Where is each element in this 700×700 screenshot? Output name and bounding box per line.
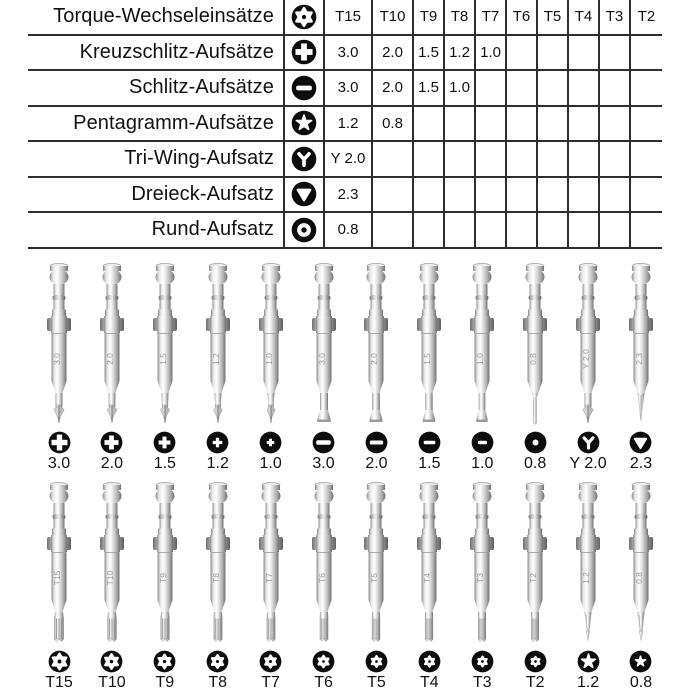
phillips-icon (285, 36, 325, 70)
empty-cell (538, 178, 569, 212)
empty-cell (600, 36, 631, 70)
bit-item (563, 481, 613, 692)
empty-cell (600, 178, 631, 212)
empty-cell (507, 178, 538, 212)
row-label: Rund-Aufsatz (28, 213, 285, 247)
empty-cell (507, 71, 538, 105)
screwdriver-bit-illustration (621, 262, 661, 426)
svg-text:T4: T4 (422, 572, 433, 583)
empty-cell (600, 142, 631, 176)
size-value-cell: T9 (414, 0, 445, 34)
empty-cell (445, 142, 476, 176)
empty-cell (414, 213, 445, 247)
size-value-cell: Y 2.0 (325, 142, 373, 176)
bit-item (87, 481, 137, 692)
bit-item (193, 481, 243, 692)
bit-item (510, 262, 560, 473)
row-label: Torque-Wechseleinsätze (28, 0, 285, 34)
pentagram-icon (285, 107, 325, 141)
row-label: Pentagramm-Aufsätze (28, 107, 285, 141)
bit-item (246, 481, 296, 692)
bit-strip-2 (0, 481, 700, 692)
bit-item (616, 481, 666, 692)
bit-size-label: T7 (261, 673, 280, 691)
screwdriver-bit-illustration (251, 481, 291, 645)
svg-text:T6: T6 (316, 572, 327, 583)
size-value-cell: 1.5 (414, 71, 445, 105)
empty-cell (414, 107, 445, 141)
screwdriver-bit-illustration (462, 481, 502, 645)
size-value-cell: 3.0 (325, 71, 373, 105)
svg-text:T7: T7 (263, 572, 274, 583)
screwdriver-bit-illustration (621, 481, 661, 645)
screwdriver-bit-illustration (145, 262, 185, 426)
size-value-cell: 2.0 (373, 71, 414, 105)
size-value-cell: 3.0 (325, 36, 373, 70)
empty-cell (538, 142, 569, 176)
size-value-cell: 1.0 (445, 71, 476, 105)
phillips-icon (153, 431, 176, 454)
screwdriver-bit-illustration (92, 262, 132, 426)
bit-size-label: Y 2.0 (569, 454, 607, 472)
empty-cell (373, 178, 414, 212)
empty-cell (445, 213, 476, 247)
torx-icon (418, 650, 441, 673)
torx-icon (206, 650, 229, 673)
svg-text:1.0: 1.0 (475, 352, 486, 365)
bit-item (510, 481, 560, 692)
slot-icon (312, 431, 335, 454)
empty-cell (569, 36, 600, 70)
bit-size-label: T4 (420, 673, 439, 691)
size-value-cell: T7 (476, 0, 507, 34)
size-value-cell: 0.8 (325, 213, 373, 247)
size-value-cell: 2.3 (325, 178, 373, 212)
svg-text:1.2: 1.2 (210, 352, 221, 365)
empty-cell (600, 71, 631, 105)
bit-size-label: 1.0 (471, 454, 494, 472)
empty-cell (600, 107, 631, 141)
torx-icon (365, 650, 388, 673)
screwdriver-bit-illustration (515, 262, 555, 426)
bit-size-label: 3.0 (47, 454, 71, 472)
screwdriver-bit-illustration (568, 481, 608, 645)
svg-text:T8: T8 (210, 572, 221, 583)
empty-cell (538, 213, 569, 247)
size-value-cell: 1.0 (476, 36, 507, 70)
row-label: Dreieck-Aufsatz (28, 178, 285, 212)
svg-text:T10: T10 (104, 570, 115, 585)
phillips-icon (100, 431, 123, 454)
empty-cell (538, 71, 569, 105)
round-icon (285, 213, 325, 247)
bit-size-label: 1.5 (153, 454, 176, 472)
empty-cell (414, 142, 445, 176)
bit-size-table (28, 0, 662, 249)
bit-item (299, 262, 349, 473)
svg-text:0.8: 0.8 (528, 352, 539, 365)
empty-cell (631, 178, 662, 212)
bit-item (351, 481, 401, 692)
empty-cell (538, 36, 569, 70)
empty-cell (414, 178, 445, 212)
size-value-cell: 1.5 (414, 36, 445, 70)
bit-item (246, 262, 296, 473)
bit-item (616, 262, 666, 473)
row-label: Kreuzschlitz-Aufsätze (28, 36, 285, 70)
bit-item (140, 481, 190, 692)
screwdriver-bit-illustration (92, 481, 132, 645)
empty-cell (373, 213, 414, 247)
empty-cell (507, 36, 538, 70)
bit-size-label: T15 (45, 673, 73, 691)
bit-size-label: 2.3 (629, 454, 653, 472)
pentagram-icon (577, 650, 600, 673)
empty-cell (476, 178, 507, 212)
size-value-cell: T3 (600, 0, 631, 34)
empty-cell (507, 142, 538, 176)
empty-cell (445, 178, 476, 212)
table-row (28, 71, 662, 107)
empty-cell (631, 71, 662, 105)
triangle-icon (629, 431, 652, 454)
bit-item (404, 481, 454, 692)
screwdriver-bit-illustration (304, 481, 344, 645)
screwdriver-bit-illustration (515, 481, 555, 645)
bit-size-label: T9 (155, 673, 175, 691)
size-value-cell: T5 (538, 0, 569, 34)
svg-text:T9: T9 (157, 572, 168, 583)
bit-item (563, 262, 613, 473)
svg-text:1.2: 1.2 (581, 571, 592, 584)
empty-cell (631, 107, 662, 141)
bit-size-label: T6 (314, 673, 333, 691)
torx-icon (153, 650, 176, 673)
bit-size-label: T2 (525, 673, 545, 691)
empty-cell (569, 142, 600, 176)
screwdriver-bit-illustration (462, 262, 502, 426)
screwdriver-bit-illustration (304, 262, 344, 426)
pentagram-icon (629, 650, 652, 673)
triangle-icon (285, 178, 325, 212)
table-row (28, 213, 662, 249)
triwing-icon (577, 431, 600, 454)
empty-cell (631, 36, 662, 70)
size-value-cell: 1.2 (445, 36, 476, 70)
bit-size-label: 1.2 (206, 454, 229, 472)
empty-cell (507, 107, 538, 141)
bit-item (193, 262, 243, 473)
svg-text:T15: T15 (52, 570, 62, 585)
slot-icon (285, 71, 325, 105)
dot-icon (524, 431, 547, 454)
bit-size-label: T3 (472, 673, 492, 691)
empty-cell (569, 178, 600, 212)
empty-cell (507, 213, 538, 247)
triwing-icon (285, 142, 325, 176)
svg-text:1.5: 1.5 (422, 352, 433, 365)
torx-icon (285, 0, 325, 34)
svg-text:0.8: 0.8 (633, 571, 644, 584)
bit-size-label: 2.0 (365, 454, 388, 472)
size-value-cell: T2 (637, 8, 656, 26)
size-value-cell: T15 (325, 0, 373, 34)
svg-text:2.3: 2.3 (633, 352, 644, 365)
bit-size-label: 1.5 (418, 454, 441, 472)
bit-size-label: T8 (208, 673, 228, 691)
bit-item (87, 262, 137, 473)
screwdriver-bit-illustration (568, 262, 608, 426)
size-value-cell: 1.2 (325, 107, 373, 141)
torx-icon (100, 650, 123, 673)
size-value-cell: T8 (445, 0, 476, 34)
phillips-icon (206, 431, 229, 454)
bit-item (299, 481, 349, 692)
svg-text:Y 2.0: Y 2.0 (581, 348, 592, 369)
bit-size-label: T5 (367, 673, 386, 691)
bit-strip-1 (0, 262, 700, 473)
bit-size-label: 0.8 (629, 673, 653, 691)
empty-cell (476, 142, 507, 176)
screwdriver-bit-illustration (198, 481, 238, 645)
bit-size-label: 2.0 (100, 454, 124, 472)
table-row (28, 178, 662, 214)
empty-cell (569, 213, 600, 247)
empty-cell (476, 107, 507, 141)
svg-text:T5: T5 (369, 572, 380, 583)
bit-size-label: 3.0 (312, 454, 335, 472)
bit-item (34, 262, 84, 473)
size-value-cell: T6 (507, 0, 538, 34)
screwdriver-bit-illustration (409, 262, 449, 426)
empty-cell (631, 142, 662, 176)
empty-cell (373, 142, 414, 176)
bit-size-label: 0.8 (524, 454, 547, 472)
screwdriver-bit-illustration (356, 481, 396, 645)
phillips-icon (259, 431, 282, 454)
table-row (28, 36, 662, 72)
size-value-cell: 2.0 (373, 36, 414, 70)
size-value-cell: T4 (569, 0, 600, 34)
svg-text:1.5: 1.5 (157, 352, 168, 365)
torx-icon (259, 650, 282, 673)
size-value-cell: T10 (373, 0, 414, 34)
screwdriver-bit-illustration (145, 481, 185, 645)
torx-icon (48, 650, 71, 673)
svg-text:2.0: 2.0 (104, 352, 115, 365)
bit-item (140, 262, 190, 473)
empty-cell (569, 71, 600, 105)
size-value-cell: 0.8 (373, 107, 414, 141)
empty-cell (631, 213, 662, 247)
bit-item (34, 481, 84, 692)
empty-cell (445, 107, 476, 141)
svg-text:1.0: 1.0 (263, 352, 274, 365)
table-row (28, 0, 662, 36)
empty-cell (538, 107, 569, 141)
svg-text:2.0: 2.0 (369, 352, 380, 365)
slot-icon (471, 431, 494, 454)
torx-icon (471, 650, 494, 673)
phillips-icon (48, 431, 71, 454)
torx-icon (312, 650, 335, 673)
bit-item (404, 262, 454, 473)
slot-icon (365, 431, 388, 454)
empty-cell (600, 213, 631, 247)
table-row (28, 142, 662, 178)
bit-size-label: T10 (98, 673, 126, 691)
svg-text:T2: T2 (528, 572, 539, 583)
screwdriver-bit-illustration (409, 481, 449, 645)
screwdriver-bit-illustration (39, 262, 79, 426)
svg-text:3.0: 3.0 (316, 352, 327, 365)
empty-cell (476, 213, 507, 247)
row-label: Schlitz-Aufsätze (28, 71, 285, 105)
svg-text:3.0: 3.0 (52, 352, 62, 365)
screwdriver-bit-illustration (39, 481, 79, 645)
bit-size-label: 1.2 (576, 673, 600, 691)
bit-size-label: 1.0 (259, 454, 282, 472)
torx-icon (524, 650, 547, 673)
screwdriver-bit-illustration (251, 262, 291, 426)
bit-item (457, 262, 507, 473)
empty-cell (569, 107, 600, 141)
empty-cell (476, 71, 507, 105)
bit-item (457, 481, 507, 692)
slot-icon (418, 431, 441, 454)
screwdriver-bit-illustration (356, 262, 396, 426)
row-label: Tri-Wing-Aufsatz (28, 142, 285, 176)
bit-item (351, 262, 401, 473)
svg-text:T3: T3 (475, 572, 486, 583)
screwdriver-bit-illustration (198, 262, 238, 426)
table-row (28, 107, 662, 143)
